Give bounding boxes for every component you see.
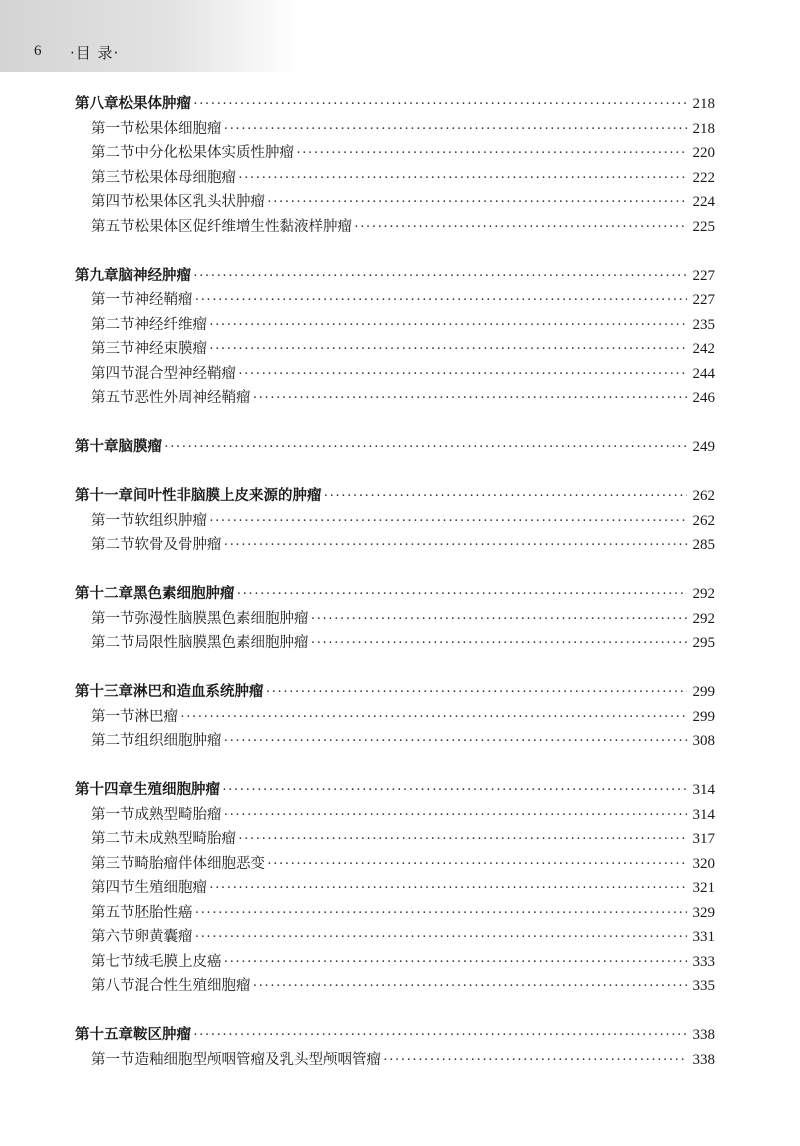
dot-leader: [311, 607, 687, 632]
dot-leader: [237, 582, 687, 607]
section-entry-page: 314: [692, 806, 715, 823]
chapter-entry[interactable]: [75, 264, 715, 289]
section-entry-label: 第八节: [91, 978, 135, 994]
section-entry-title: 组织细胞肿瘤: [134, 733, 222, 749]
chapter-entry-label: 第十四章: [75, 782, 133, 798]
section-entry-page: 320: [692, 855, 715, 872]
section-entry-page: 335: [692, 978, 715, 994]
group-spacer: [75, 999, 715, 1024]
dot-leader: [324, 484, 687, 509]
section-entry-label: 第一节: [91, 708, 135, 725]
section-entry-label: 第二节: [91, 316, 135, 333]
chapter-entry-label: 第十二章: [75, 586, 133, 602]
dot-leader: [383, 1048, 687, 1073]
section-entry-page: 262: [692, 512, 715, 529]
section-entry[interactable]: [75, 215, 715, 240]
section-entry[interactable]: [75, 705, 715, 730]
section-entry[interactable]: [75, 509, 715, 534]
section-entry-title: 绒毛膜上皮癌: [134, 953, 222, 970]
section-entry-label: 第一节: [91, 512, 135, 529]
section-entry-label: 第一节: [91, 806, 135, 823]
group-spacer: [75, 460, 715, 485]
section-entry-label: 第二节: [91, 537, 135, 553]
chapter-entry-label: 第十一章: [75, 488, 133, 504]
dot-leader: [238, 166, 687, 191]
section-entry[interactable]: [75, 362, 715, 387]
chapter-entry-page: 262: [692, 488, 715, 504]
dot-leader: [253, 974, 687, 999]
section-entry-label: 第三节: [91, 341, 135, 357]
section-entry-label: 第一节: [91, 120, 135, 137]
section-entry[interactable]: [75, 631, 715, 656]
section-entry-page: 338: [692, 1051, 715, 1068]
dot-leader: [354, 215, 687, 240]
section-entry-label: 第二节: [91, 635, 135, 651]
section-entry-label: 第三节: [91, 169, 135, 186]
chapter-entry[interactable]: [75, 778, 715, 803]
section-entry-title: 混合性生殖细胞瘤: [134, 978, 251, 994]
group-spacer: [75, 558, 715, 583]
section-entry-label: 第一节: [91, 292, 135, 308]
dot-leader: [209, 509, 687, 534]
section-entry-page: 220: [692, 145, 715, 161]
chapter-entry-title: 脑膜瘤: [118, 439, 162, 455]
section-entry-label: 第二节: [91, 831, 135, 847]
section-entry[interactable]: [75, 1048, 715, 1073]
section-entry-page: 244: [692, 365, 715, 382]
group-spacer: [75, 656, 715, 681]
chapter-entry-title: 脑神经肿瘤: [118, 267, 191, 284]
section-entry[interactable]: [75, 313, 715, 338]
dot-leader: [224, 950, 687, 975]
section-entry-title: 弥漫性脑膜黑色素细胞肿瘤: [134, 610, 309, 627]
dot-leader: [164, 435, 687, 460]
section-entry[interactable]: [75, 950, 715, 975]
dot-leader: [224, 533, 687, 558]
section-entry-label: 第四节: [91, 880, 135, 896]
section-entry-label: 第四节: [91, 194, 135, 210]
section-entry-label: 第六节: [91, 929, 135, 945]
section-entry-title: 松果体细胞瘤: [134, 120, 222, 137]
section-entry[interactable]: [75, 386, 715, 411]
section-entry-page: 242: [692, 341, 715, 357]
section-entry[interactable]: [75, 925, 715, 950]
section-entry[interactable]: [75, 827, 715, 852]
section-entry[interactable]: [75, 533, 715, 558]
section-entry-title: 成熟型畸胎瘤: [134, 806, 222, 823]
section-entry[interactable]: [75, 607, 715, 632]
section-entry-title: 神经纤维瘤: [134, 316, 207, 333]
dot-leader: [209, 313, 687, 338]
section-entry-title: 胚胎性癌: [134, 904, 193, 921]
section-entry-page: 331: [692, 929, 715, 945]
section-entry-page: 295: [692, 635, 715, 651]
chapter-entry-page: 314: [692, 782, 715, 798]
section-entry[interactable]: [75, 337, 715, 362]
chapter-entry-page: 227: [692, 267, 715, 284]
section-entry[interactable]: [75, 288, 715, 313]
chapter-entry[interactable]: [75, 582, 715, 607]
chapter-entry-label: 第九章: [75, 267, 119, 284]
section-entry-page: 218: [692, 120, 715, 137]
section-entry-label: 第七节: [91, 953, 135, 970]
chapter-entry-label: 第十三章: [75, 684, 133, 700]
section-entry-label: 第三节: [91, 855, 135, 872]
section-entry-page: 317: [692, 831, 715, 847]
section-entry-title: 生殖细胞瘤: [134, 880, 207, 896]
dot-leader: [209, 337, 687, 362]
section-entry-page: 329: [692, 904, 715, 921]
section-entry-title: 混合型神经鞘瘤: [134, 365, 236, 382]
chapter-entry-page: 249: [692, 439, 715, 455]
dot-leader: [222, 778, 687, 803]
section-entry-title: 局限性脑膜黑色素细胞肿瘤: [134, 635, 309, 651]
section-entry[interactable]: [75, 974, 715, 999]
dot-leader: [195, 288, 687, 313]
section-entry-page: 235: [692, 316, 715, 333]
chapter-entry[interactable]: [75, 92, 715, 117]
section-entry-page: 285: [692, 537, 715, 553]
section-entry-page: 224: [692, 194, 715, 210]
chapter-entry-page: 299: [692, 684, 715, 700]
section-entry-page: 299: [692, 708, 715, 725]
group-spacer: [75, 754, 715, 779]
dot-leader: [180, 705, 687, 730]
chapter-entry-page: 292: [692, 586, 715, 602]
dot-leader: [238, 362, 687, 387]
section-entry-title: 松果体母细胞瘤: [134, 169, 236, 186]
section-entry[interactable]: [75, 901, 715, 926]
chapter-entry-title: 松果体肿瘤: [118, 96, 191, 112]
section-entry-page: 308: [692, 733, 715, 749]
chapter-entry-page: 218: [692, 96, 715, 112]
table-of-contents: [75, 92, 715, 1072]
dot-leader: [195, 901, 687, 926]
dot-leader: [195, 925, 687, 950]
section-entry-title: 中分化松果体实质性肿瘤: [134, 145, 294, 161]
section-entry-label: 第四节: [91, 365, 135, 382]
chapter-entry-label: 第十五章: [75, 1027, 133, 1043]
chapter-entry-title: 黑色素细胞肿瘤: [133, 586, 235, 602]
section-entry-title: 恶性外周神经鞘瘤: [134, 390, 251, 406]
section-entry[interactable]: [75, 190, 715, 215]
dot-leader: [238, 827, 687, 852]
section-entry-page: 333: [692, 953, 715, 970]
chapter-entry-page: 338: [692, 1027, 715, 1043]
section-entry-title: 卵黄囊瘤: [134, 929, 193, 945]
section-entry-title: 松果体区促纤维增生性黏液样肿瘤: [134, 218, 352, 235]
section-entry[interactable]: [75, 876, 715, 901]
dot-leader: [224, 803, 687, 828]
chapter-entry-label: 第八章: [75, 96, 119, 112]
dot-leader: [193, 1023, 687, 1048]
dot-leader: [266, 680, 687, 705]
section-entry-title: 造釉细胞型颅咽管瘤及乳头型颅咽管瘤: [134, 1051, 381, 1068]
header-band: [0, 0, 300, 72]
dot-leader: [224, 117, 687, 142]
section-entry-page: 227: [692, 292, 715, 308]
section-entry[interactable]: [75, 729, 715, 754]
section-entry-label: 第五节: [91, 218, 135, 235]
page-number: 6: [34, 43, 42, 59]
section-entry-label: 第二节: [91, 733, 135, 749]
section-entry-title: 软骨及骨肿瘤: [134, 537, 222, 553]
dot-leader: [267, 852, 687, 877]
section-entry-label: 第五节: [91, 904, 135, 921]
running-head: ·目 录·: [70, 44, 120, 62]
section-entry-page: 246: [692, 390, 715, 406]
section-entry-label: 第一节: [91, 610, 135, 627]
section-entry[interactable]: [75, 117, 715, 142]
dot-leader: [267, 190, 687, 215]
section-entry-label: 第二节: [91, 145, 135, 161]
section-entry-page: 225: [692, 218, 715, 235]
section-entry-title: 松果体区乳头状肿瘤: [134, 194, 265, 210]
chapter-entry[interactable]: [75, 680, 715, 705]
chapter-entry[interactable]: [75, 1023, 715, 1048]
section-entry-title: 神经束膜瘤: [134, 341, 207, 357]
section-entry-label: 第五节: [91, 390, 135, 406]
section-entry-page: 292: [692, 610, 715, 627]
dot-leader: [253, 386, 687, 411]
section-entry-title: 软组织肿瘤: [134, 512, 207, 529]
chapter-entry[interactable]: [75, 435, 715, 460]
chapter-entry-title: 生殖细胞肿瘤: [133, 782, 220, 798]
chapter-entry-title: 鞍区肿瘤: [133, 1027, 191, 1043]
section-entry-title: 神经鞘瘤: [134, 292, 193, 308]
section-entry[interactable]: [75, 166, 715, 191]
chapter-entry[interactable]: [75, 484, 715, 509]
section-entry-title: 未成熟型畸胎瘤: [134, 831, 236, 847]
section-entry[interactable]: [75, 141, 715, 166]
dot-leader: [209, 876, 687, 901]
dot-leader: [193, 264, 687, 289]
chapter-entry-title: 间叶性非脑膜上皮来源的肿瘤: [133, 488, 322, 504]
chapter-entry-title: 淋巴和造血系统肿瘤: [133, 684, 264, 700]
section-entry-title: 淋巴瘤: [134, 708, 178, 725]
section-entry-label: 第一节: [91, 1051, 135, 1068]
dot-leader: [224, 729, 687, 754]
section-entry[interactable]: [75, 803, 715, 828]
chapter-entry-label: 第十章: [75, 439, 119, 455]
section-entry-title: 畸胎瘤伴体细胞恶变: [134, 855, 265, 872]
section-entry-page: 321: [692, 880, 715, 896]
group-spacer: [75, 239, 715, 264]
dot-leader: [311, 631, 687, 656]
section-entry-page: 222: [692, 169, 715, 186]
dot-leader: [193, 92, 687, 117]
dot-leader: [296, 141, 687, 166]
group-spacer: [75, 411, 715, 436]
section-entry[interactable]: [75, 852, 715, 877]
